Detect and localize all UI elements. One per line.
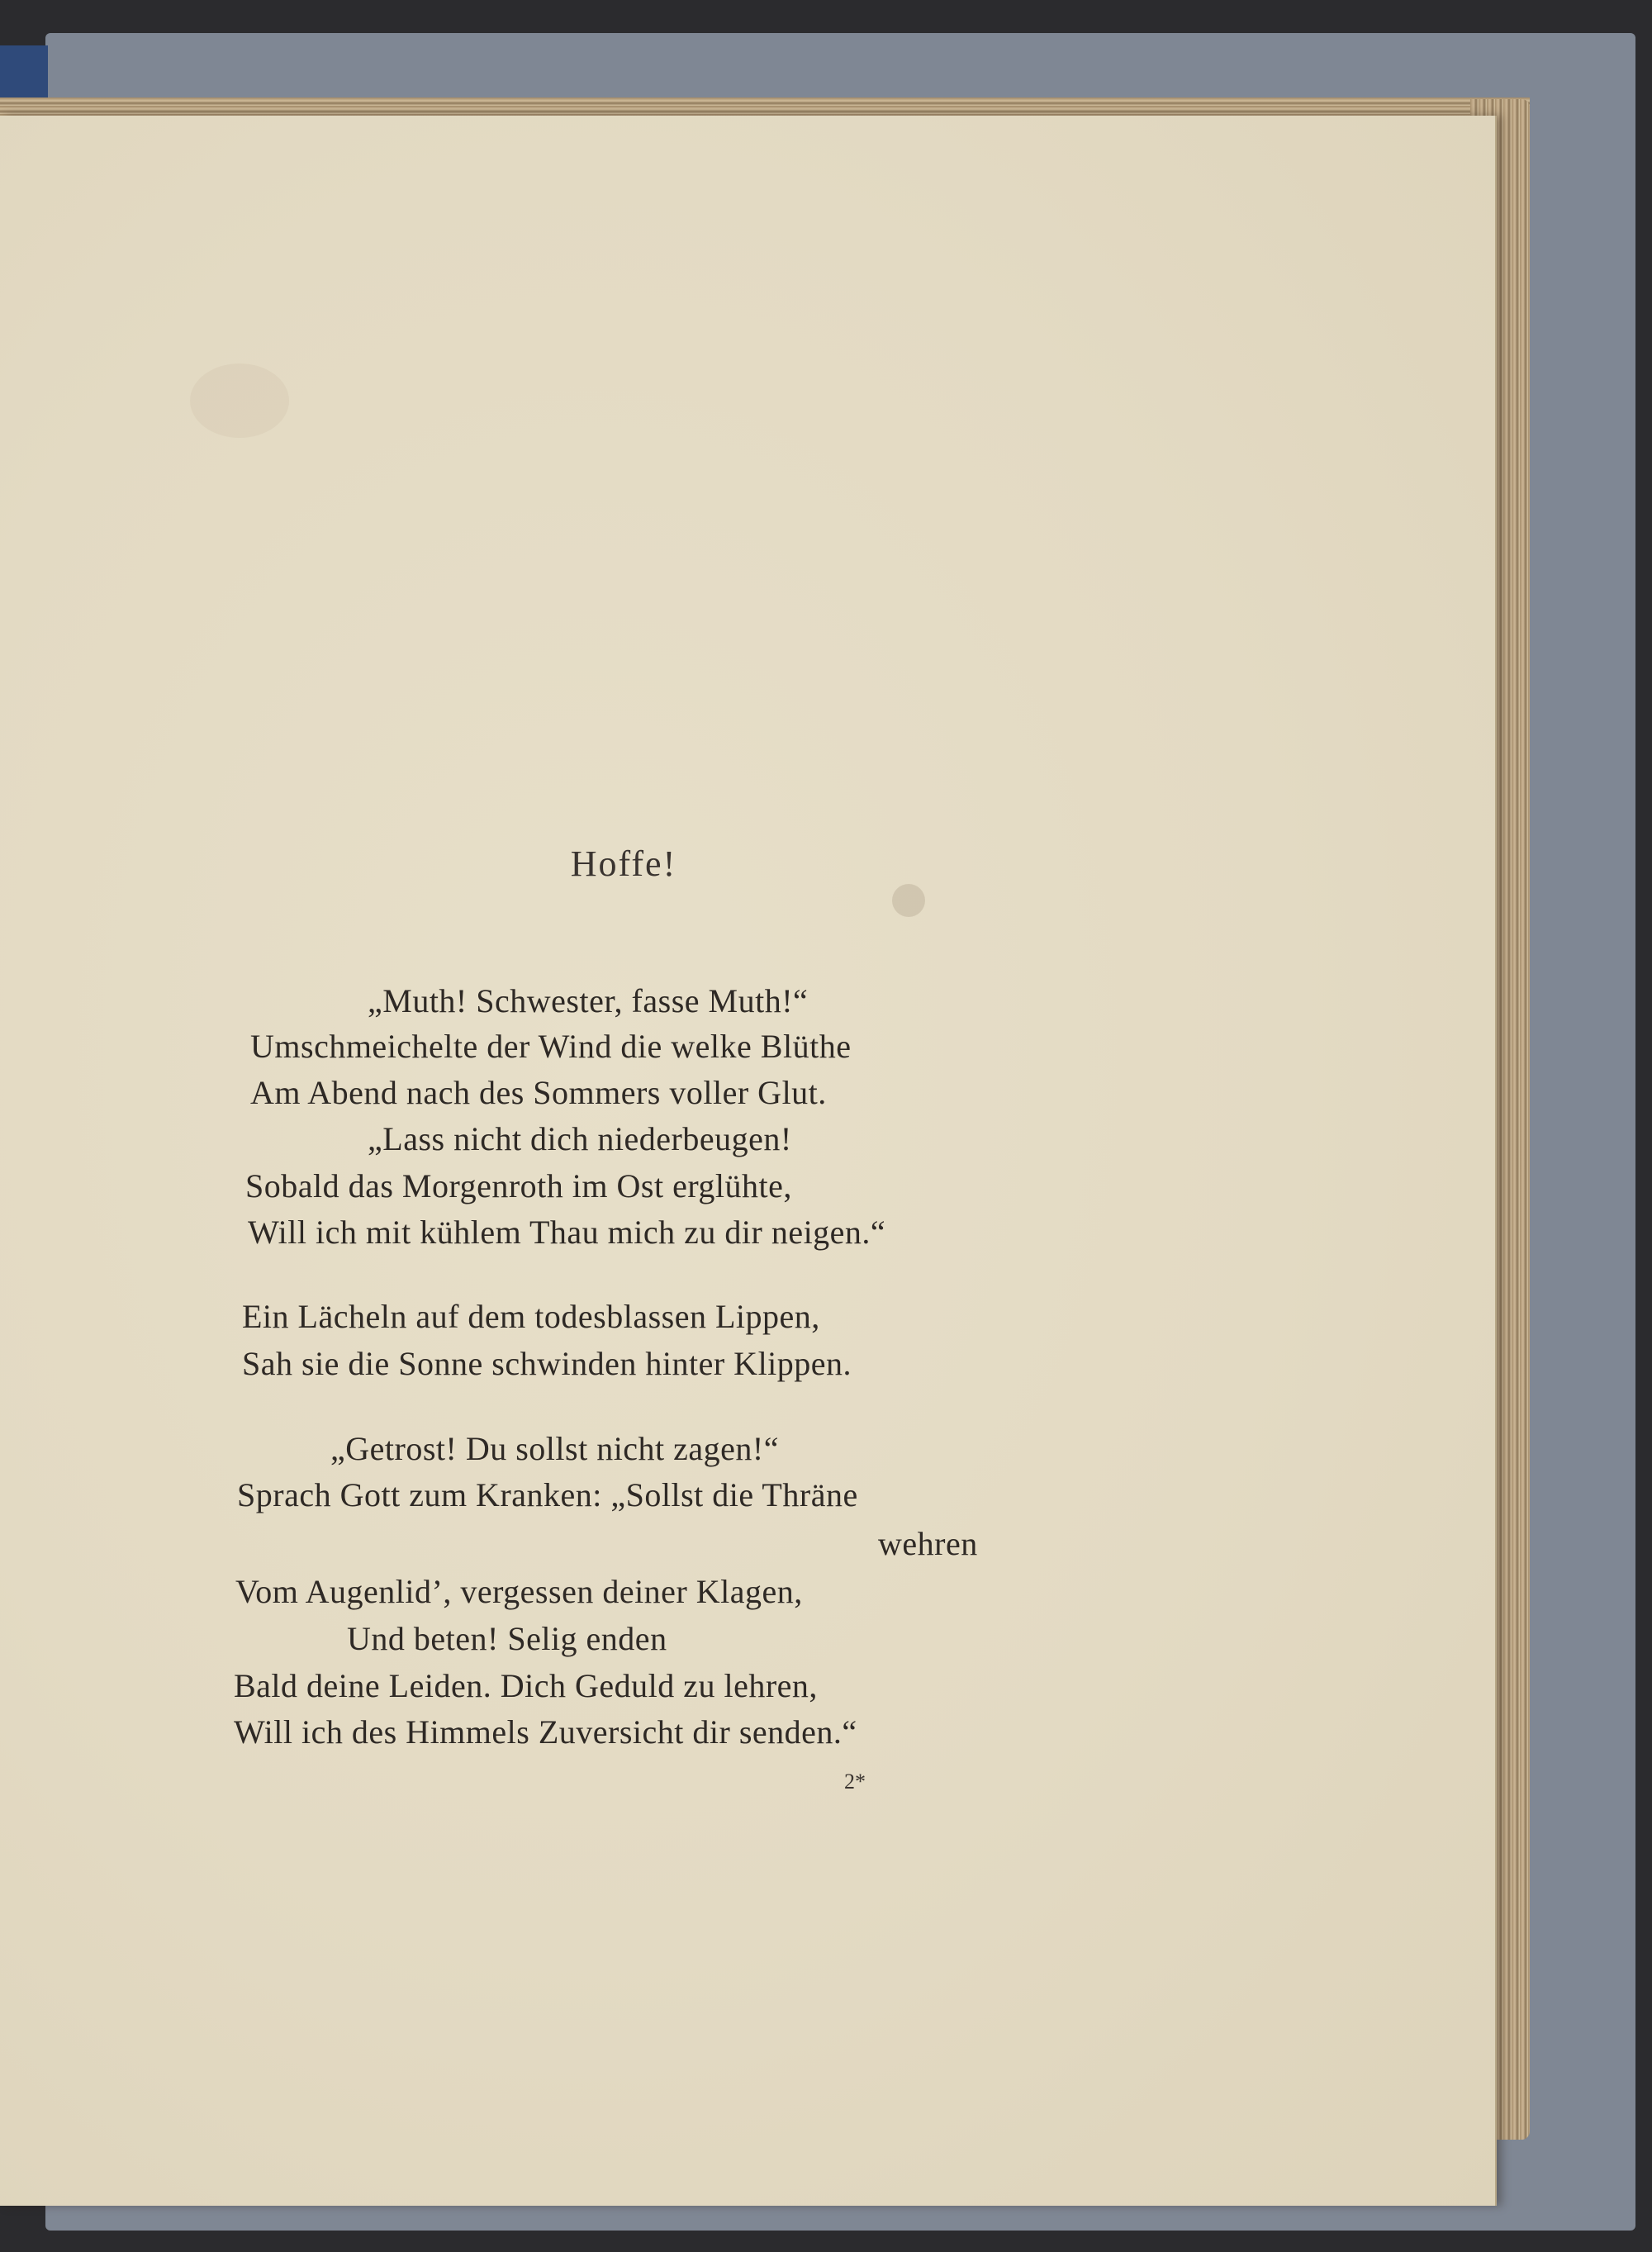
poem-line: wehren (878, 1525, 978, 1562)
poem-line: „Getrost! Du sollst nicht zagen!“ (330, 1430, 780, 1467)
paper-stain (190, 363, 289, 438)
poem-line: Sprach Gott zum Kranken: „Sollst die Thräne (237, 1476, 858, 1513)
poem-line: Vom Augenlid’, vergessen deiner Klagen, (235, 1573, 803, 1610)
poem-line: „Muth! Schwester, fasse Muth!“ (368, 982, 809, 1019)
poem-line: Und beten! Selig enden (347, 1620, 667, 1657)
poem-line: Sobald das Morgenroth im Ost erglühte, (245, 1167, 792, 1204)
page-edges-top (0, 97, 1530, 117)
book-page (0, 116, 1497, 2206)
poem-title: Hoffe! (570, 843, 677, 884)
poem-line: Umschmeichelte der Wind die welke Blüthe (250, 1028, 852, 1065)
poem-line: Will ich mit kühlem Thau mich zu dir neigen.“ (248, 1214, 886, 1251)
poem-line: Bald deine Leiden. Dich Geduld zu lehren, (234, 1667, 818, 1704)
paper-stain (892, 884, 925, 917)
poem-line: Ein Lächeln auf dem todesblassen Lippen, (242, 1298, 820, 1335)
poem-line: Sah sie die Sonne schwinden hinter Klippen. (242, 1345, 852, 1382)
poem-line: Will ich des Himmels Zuversicht dir senden.“ (234, 1713, 857, 1751)
poem-line: „Lass nicht dich niederbeugen! (368, 1120, 792, 1157)
poem-line: Am Abend nach des Sommers voller Glut. (250, 1074, 827, 1111)
page-number: 2* (844, 1770, 866, 1794)
